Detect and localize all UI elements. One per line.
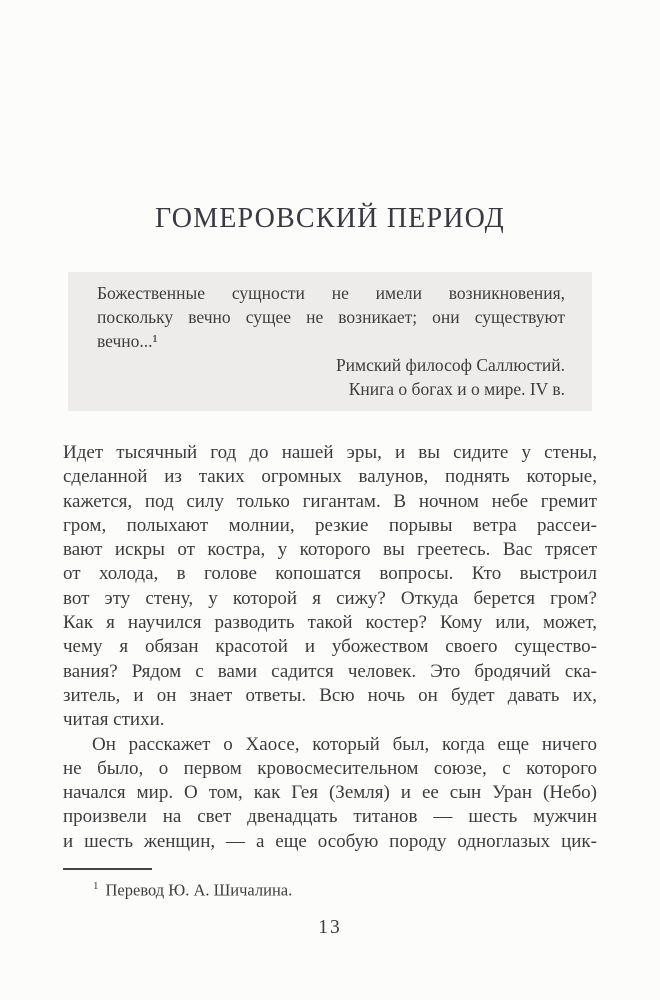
body-text-line: начался мир. О том, как Гея (Земля) и ее сын Уран (Небо) — [63, 782, 597, 804]
body-text — [63, 441, 597, 854]
epigraph-line: вечно...¹ — [97, 331, 158, 351]
body-text-line: вают искры от костра, у которого вы греетесь. Вас трясет — [63, 539, 597, 561]
body-text-line: произвели на свет двенадцать титанов — шесть мужчин — [63, 806, 597, 828]
footnote-marker: 1 — [93, 880, 99, 893]
body-text-line: Идет тысячный год до нашей эры, и вы сидите у стены, — [63, 442, 597, 463]
body-text-line: Как я научился разводить такой костер? Кому или, может, — [63, 612, 597, 634]
footnote-block — [63, 868, 597, 902]
body-paragraph-1 — [63, 441, 597, 733]
epigraph-attribution-line: Книга о богах и о мире. IV в. — [348, 379, 565, 399]
body-text-line: Он расскажет о Хаосе, который был, когда еще ничего — [92, 733, 597, 755]
body-text-line: и шесть женщин, — а еще особую породу одноглазых цик- — [63, 830, 597, 852]
page-number: 13 — [318, 916, 342, 938]
epigraph-attribution — [97, 353, 565, 401]
body-text-line: вот эту стену, у которой я сижу? Откуда берется гром? — [63, 587, 597, 609]
footnote-text: Перевод Ю. А. Шичалина. — [105, 880, 293, 900]
body-text-line: не было, о первом кровосмесительном союзе, с которого — [63, 757, 597, 779]
epigraph-box — [68, 272, 592, 411]
body-text-line: чему я обязан красотой и убожеством своего существо- — [63, 636, 597, 658]
epigraph-quote — [97, 281, 565, 353]
body-text-line: гром, полыхают молнии, резкие порывы ветра рассеи- — [63, 514, 597, 536]
body-text-line: от холода, в голове копошатся вопросы. Кто выстроил — [63, 563, 597, 585]
body-text-line: читая стихи. — [63, 709, 165, 731]
epigraph-line: поскольку вечно сущее не возникает; они существуют — [97, 307, 565, 327]
body-text-line: сделанной из таких огромных валунов, поднять которые, — [63, 466, 597, 488]
body-text-line: зитель, и он знает ответы. Всю ночь он будет давать их, — [63, 684, 597, 706]
epigraph-line: Божественные сущности не имели возникновения, — [97, 283, 565, 303]
body-text-line: вания? Рядом с вами садится человек. Это бродячий ска- — [63, 660, 597, 682]
body-text-line: кажется, под силу только гигантам. В ночном небе гремит — [63, 490, 597, 512]
body-paragraph-2 — [63, 733, 597, 854]
footnote — [63, 875, 597, 902]
epigraph-attribution-line: Римский философ Саллюстий. — [335, 355, 565, 375]
footnote-rule — [63, 868, 152, 870]
chapter-title: ГОМЕРОВСКИЙ ПЕРИОД — [155, 203, 505, 234]
